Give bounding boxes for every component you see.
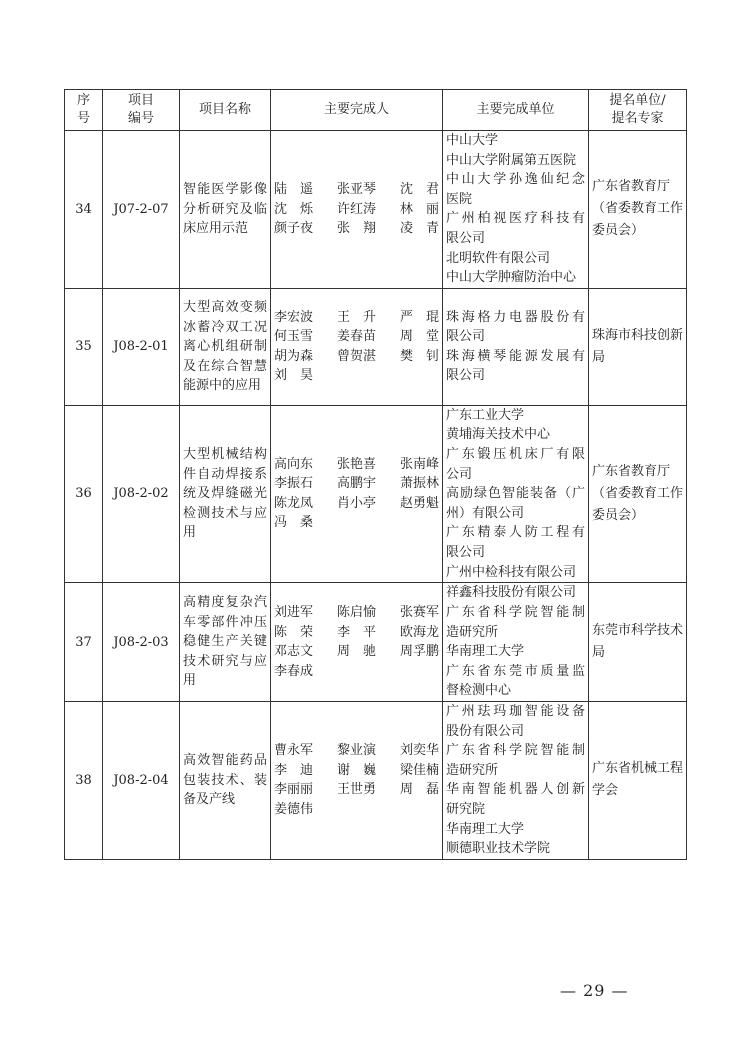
person: 曾贺湛 xyxy=(336,348,376,364)
unit-line: 华南理工大学 xyxy=(446,821,525,837)
page-number: — 29 — xyxy=(560,981,629,1000)
person: 张亚琴 xyxy=(336,182,376,198)
person: 李 迪 xyxy=(274,762,314,778)
header-name: 项目名称 xyxy=(180,90,271,131)
person: 周孚鹏 xyxy=(399,644,439,660)
person: 李宏波 xyxy=(274,309,314,325)
unit-line: 限公司 xyxy=(446,368,486,384)
person: 曹永军 xyxy=(274,743,314,759)
unit-line: 研究院 xyxy=(446,802,486,818)
unit-line: 股份有限公司 xyxy=(446,723,525,739)
people-cell xyxy=(271,702,443,860)
person: 刘进军 xyxy=(274,605,314,621)
project-name-cell: 高精度复杂汽车零部件冲压稳健生产关键技术研究与应用 xyxy=(180,583,271,702)
nominator-cell: 珠海市科技创新局 xyxy=(589,288,687,405)
person: 严 琨 xyxy=(399,309,439,325)
person: 周 磊 xyxy=(399,782,439,798)
header-row xyxy=(65,90,687,131)
unit-line: 顺德职业技术学院 xyxy=(446,841,551,857)
header-nominator: 提名单位/ 提名专家 xyxy=(589,90,687,131)
person: 陈龙凤 xyxy=(274,495,314,511)
person: 高鹏宇 xyxy=(336,476,376,492)
header-code: 项目 编号 xyxy=(103,90,180,131)
person: 萧振林 xyxy=(399,476,439,492)
units-cell xyxy=(443,702,589,860)
code-cell: J07-2-07 xyxy=(103,131,180,289)
unit-line: 广东省科学院智能制 xyxy=(446,743,585,759)
unit-line: 限公司 xyxy=(446,544,486,560)
unit-line: 珠海格力电器股份有 xyxy=(446,309,585,325)
units-cell xyxy=(443,131,589,289)
project-name-cell: 大型高效变频冰蓄冷双工况离心机组研制及在综合智慧能源中的应用 xyxy=(180,288,271,405)
unit-line: 黄埔海关技术中心 xyxy=(446,427,551,443)
header-units: 主要完成单位 xyxy=(443,90,589,131)
units-cell xyxy=(443,288,589,405)
person: 姜德伟 xyxy=(274,801,314,817)
seq-cell: 37 xyxy=(65,583,103,702)
code-cell: J08-2-04 xyxy=(103,702,180,860)
table-row xyxy=(65,288,687,405)
person: 邓志文 xyxy=(274,644,314,660)
table-row xyxy=(65,583,687,702)
people-cell xyxy=(271,131,443,289)
unit-line: 限公司 xyxy=(446,230,486,246)
unit-line: 北明软件有限公司 xyxy=(446,250,551,266)
units-cell xyxy=(443,583,589,702)
unit-line: 广州柏视医疗科技有 xyxy=(446,211,585,227)
table-row xyxy=(65,702,687,860)
unit-line: 造研究所 xyxy=(446,762,499,778)
unit-line: 珠海横琴能源发展有 xyxy=(446,348,585,364)
project-name-cell: 大型机械结构件自动焊接系统及焊缝磁光检测技术与应用 xyxy=(180,405,271,582)
person: 张艳喜 xyxy=(336,456,376,472)
person: 樊 钊 xyxy=(399,348,439,364)
unit-line: 华南理工大学 xyxy=(446,644,525,660)
person: 颜子夜 xyxy=(274,221,314,237)
unit-line: 中山大学肿瘤防治中心 xyxy=(446,270,577,286)
header-people: 主要完成人 xyxy=(271,90,443,131)
people-cell xyxy=(271,288,443,405)
person: 周 驰 xyxy=(336,644,376,660)
person: 张赛军 xyxy=(399,605,439,621)
unit-line: 州）有限公司 xyxy=(446,505,525,521)
unit-line: 中山大学附属第五医院 xyxy=(446,152,577,168)
table-row xyxy=(65,405,687,582)
seq-cell: 38 xyxy=(65,702,103,860)
nominator-cell: 广东省教育厅（省委教育工作委员会） xyxy=(589,405,687,582)
unit-line: 高励绿色智能装备（广 xyxy=(446,486,585,502)
person: 许红涛 xyxy=(336,201,376,217)
person: 何玉雪 xyxy=(274,329,314,345)
person: 刘 昊 xyxy=(274,368,314,384)
code-cell: J08-2-02 xyxy=(103,405,180,582)
code-cell: J08-2-03 xyxy=(103,583,180,702)
code-cell: J08-2-01 xyxy=(103,288,180,405)
unit-line: 广东省东莞市质量监 xyxy=(446,663,585,679)
person: 冯 桑 xyxy=(274,515,314,531)
unit-line: 公司 xyxy=(446,466,473,482)
person: 黎业演 xyxy=(336,743,376,759)
unit-line: 广州中检科技有限公司 xyxy=(446,564,577,580)
person: 高向东 xyxy=(274,456,314,472)
project-name-cell: 高效智能药品包装技术、装备及产线 xyxy=(180,702,271,860)
person: 沈 君 xyxy=(399,182,439,198)
person: 林 丽 xyxy=(399,201,439,217)
nominator-cell: 东莞市科学技术局 xyxy=(589,583,687,702)
person: 胡为森 xyxy=(274,348,314,364)
person: 肖小亭 xyxy=(336,495,376,511)
unit-line: 督检测中心 xyxy=(446,683,512,699)
person: 李 平 xyxy=(336,624,376,640)
seq-cell: 34 xyxy=(65,131,103,289)
awards-table xyxy=(64,89,687,860)
unit-line: 广州珐玛珈智能设备 xyxy=(446,704,585,720)
person: 欧海龙 xyxy=(399,624,439,640)
person: 赵勇魁 xyxy=(399,495,439,511)
table-row xyxy=(65,131,687,289)
person: 沈 烁 xyxy=(274,201,314,217)
unit-line: 中山大学孙逸仙纪念 xyxy=(446,172,585,188)
person: 刘奕华 xyxy=(399,743,439,759)
person: 梁佳楠 xyxy=(399,762,439,778)
person: 王世勇 xyxy=(336,782,376,798)
person: 凌 青 xyxy=(399,221,439,237)
seq-cell: 36 xyxy=(65,405,103,582)
person: 陈 荣 xyxy=(274,624,314,640)
project-name-cell: 智能医学影像分析研究及临床应用示范 xyxy=(180,131,271,289)
unit-line: 限公司 xyxy=(446,329,486,345)
unit-line: 广东省科学院智能制 xyxy=(446,604,585,620)
unit-line: 广东工业大学 xyxy=(446,407,525,423)
person: 李振石 xyxy=(274,476,314,492)
person: 张 翔 xyxy=(336,221,376,237)
unit-line: 华南智能机器人创新 xyxy=(446,782,585,798)
person: 李春成 xyxy=(274,663,314,679)
units-cell xyxy=(443,405,589,582)
person: 周 堂 xyxy=(399,329,439,345)
people-cell xyxy=(271,405,443,582)
person: 姜春苗 xyxy=(336,329,376,345)
unit-line: 造研究所 xyxy=(446,624,499,640)
unit-line: 祥鑫科技股份有限公司 xyxy=(446,585,577,601)
person: 陈启愉 xyxy=(336,605,376,621)
nominator-cell: 广东省教育厅（省委教育工作委员会） xyxy=(589,131,687,289)
person: 王 升 xyxy=(336,309,376,325)
seq-cell: 35 xyxy=(65,288,103,405)
unit-line: 广东锻压机床厂有限 xyxy=(446,446,585,462)
unit-line: 中山大学 xyxy=(446,133,499,148)
nominator-cell: 广东省机械工程学会 xyxy=(589,702,687,860)
unit-line: 医院 xyxy=(446,191,473,207)
people-cell xyxy=(271,583,443,702)
person: 谢 巍 xyxy=(336,762,376,778)
unit-line: 广东精泰人防工程有 xyxy=(446,525,585,541)
person: 陆 遥 xyxy=(274,182,314,198)
header-seq: 序 号 xyxy=(65,90,103,131)
person: 李丽丽 xyxy=(274,782,314,798)
person: 张南峰 xyxy=(399,456,439,472)
